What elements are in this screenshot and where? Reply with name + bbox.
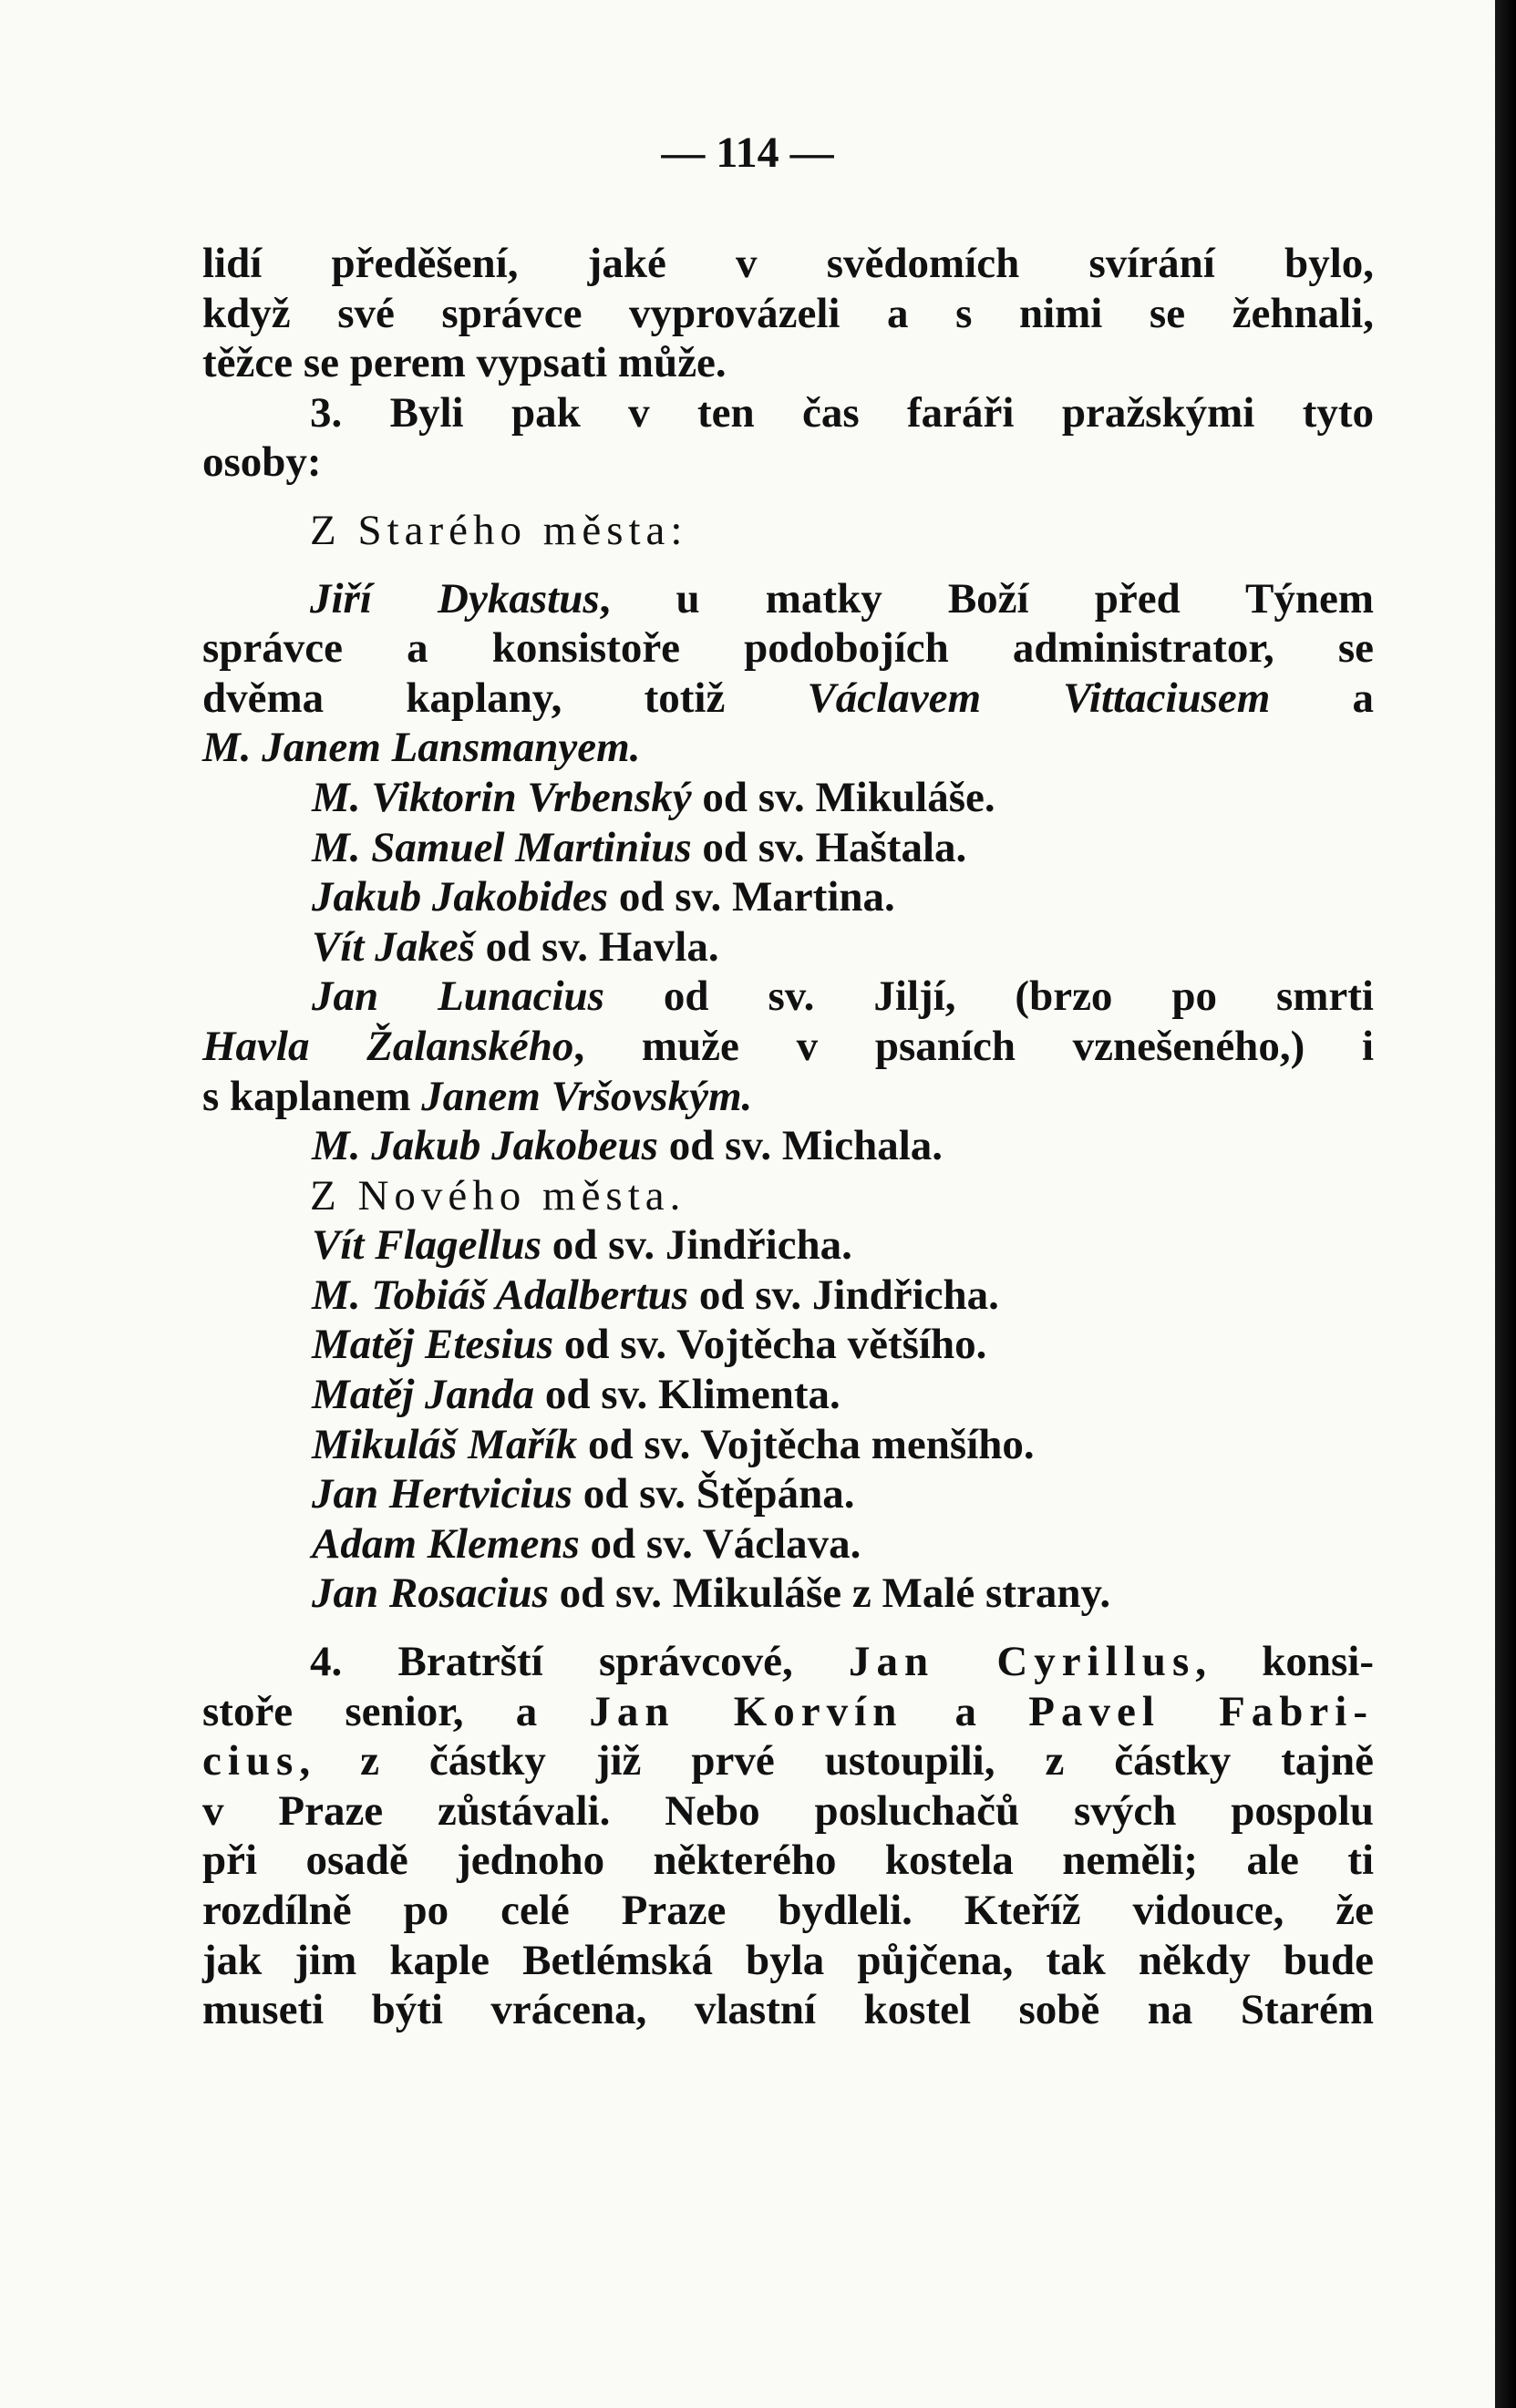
- text-line: těžce se perem vypsati může.: [202, 339, 727, 387]
- person-name: Havla Žalanského: [202, 1022, 574, 1070]
- paragraph-line: při osadě jednoho některého kostela neměli; ale ti: [202, 1837, 1374, 1885]
- scan-dark-edge: [1495, 0, 1516, 2408]
- person-name: Vít Jakeš: [312, 922, 475, 971]
- spaced-name: Jan Korvín: [589, 1687, 903, 1735]
- paragraph-text: , z částky již prvé ustoupili, z částky tajně: [299, 1737, 1374, 1785]
- entry-text: od sv. Michala.: [657, 1122, 944, 1170]
- entry-line: [202, 1271, 1374, 1321]
- person-name: Adam Klemens: [312, 1519, 580, 1568]
- paragraph-line: rozdílně po celé Praze bydleli. Kteříž vidouce, že: [202, 1887, 1374, 1934]
- entry-line: [202, 1121, 1374, 1171]
- entry-text: od sv. Jindřicha.: [688, 1271, 999, 1319]
- entry-line: [202, 773, 1374, 823]
- section-heading-stare-mesto: Z Starého města:: [310, 506, 688, 554]
- entry-text: od sv. Havla.: [474, 922, 719, 971]
- entry-line: [202, 674, 1374, 724]
- person-name: Jan Rosacius: [312, 1569, 549, 1618]
- entry-line: [202, 1220, 1374, 1271]
- text-line: lidí předěšení, jaké v svědomích svírání bylo,: [202, 240, 1374, 287]
- person-name: Vít Flagellus: [312, 1221, 542, 1270]
- text-line: když své správce vyprovázeli a s nimi se žehnali,: [202, 289, 1374, 337]
- paragraph-line: [202, 1687, 1374, 1737]
- entry-line: [202, 872, 1374, 922]
- person-name: M. Samuel Martinius: [312, 823, 692, 871]
- paragraph-text: , konsi-: [1195, 1638, 1375, 1686]
- entry-line: [202, 972, 1374, 1022]
- paragraph-line: [202, 1637, 1374, 1687]
- paragraph-text: 4. Bratrští správcové,: [310, 1638, 849, 1686]
- paragraph-line: museti býti vrácena, vlastní kostel sobě na Starém: [202, 1986, 1374, 2034]
- page-number: — 114 —: [661, 129, 834, 177]
- entry-line: [202, 1072, 1374, 1122]
- entry-line: [202, 574, 1374, 624]
- person-name: Mikuláš Mařík: [312, 1420, 578, 1468]
- person-name: Jakub Jakobides: [312, 873, 609, 921]
- entry-line: [202, 1320, 1374, 1370]
- person-name: M. Jakub Jakobeus: [312, 1122, 658, 1170]
- entry-line: správce a konsistoře podobojích administrator, se: [202, 624, 1374, 673]
- entry-text: od sv. Václava.: [579, 1519, 861, 1568]
- entry-text: od sv. Jiljí, (brzo po smrti: [603, 972, 1374, 1021]
- entry-line: [202, 823, 1374, 873]
- spaced-name: Jan Cyrillus: [848, 1638, 1196, 1686]
- person-name: M. Viktorin Vrbenský: [312, 773, 692, 821]
- paragraph-line: v Praze zůstávali. Nebo posluchačů svých pospolu: [202, 1786, 1374, 1835]
- person-name: Matěj Etesius: [312, 1321, 554, 1369]
- entry-line: [202, 1569, 1374, 1619]
- entry-text: , muže v psaních vznešeného,) i: [573, 1022, 1374, 1070]
- spaced-name: Pavel Fabri-: [1028, 1687, 1374, 1735]
- text-line: 3. Byli pak v ten čas faráři pražskými tyto: [310, 388, 1374, 437]
- entry-text: od sv. Haštala.: [691, 823, 967, 871]
- entry-line: [202, 1022, 1374, 1072]
- paragraph-text: a: [902, 1687, 1029, 1735]
- page-body: [202, 239, 1374, 2035]
- entry-line: [202, 1519, 1374, 1569]
- entry-text: od sv. Mikuláše.: [691, 773, 995, 821]
- person-name: Jan Lunacius: [312, 972, 604, 1021]
- spaced-name: cius: [202, 1737, 300, 1785]
- entry-text: od sv. Vojtěcha menšího.: [577, 1420, 1035, 1468]
- person-name: Jan Hertvicius: [312, 1470, 572, 1518]
- person-name: Matěj Janda: [312, 1371, 535, 1419]
- person-name: M. Tobiáš Adalbertus: [312, 1271, 689, 1319]
- section-heading-nove-mesto: Z Nového města.: [310, 1171, 686, 1219]
- text-line: osoby:: [202, 438, 322, 487]
- paragraph-text: stoře senior, a: [202, 1687, 590, 1735]
- entry-text: s kaplanem: [202, 1072, 422, 1120]
- entry-text: , u matky Boží před Týnem: [599, 574, 1374, 623]
- entry-text: od sv. Mikuláše z Malé strany.: [548, 1569, 1111, 1618]
- paragraph-line: [202, 1736, 1374, 1786]
- entry-line: [202, 1420, 1374, 1470]
- entry-line: [202, 1370, 1374, 1420]
- entry-text: a: [1270, 674, 1375, 722]
- entry-line: [202, 922, 1374, 972]
- paragraph-line: jak jim kaple Betlémská byla půjčena, tak někdy bude: [202, 1936, 1374, 1984]
- entry-text: dvěma kaplany, totiž: [202, 674, 808, 722]
- entry-line: [202, 1469, 1374, 1519]
- entry-text: od sv. Jindřicha.: [541, 1221, 852, 1270]
- entry-text: od sv. Vojtěcha většího.: [553, 1321, 987, 1369]
- entry-text: od sv. Martina.: [608, 873, 895, 921]
- person-name: Václavem Vittaciusem: [807, 674, 1271, 722]
- person-name: Janem Vršovským.: [421, 1072, 753, 1120]
- entry-text: od sv. Klimenta.: [534, 1371, 841, 1419]
- person-name: Jiří Dykastus: [310, 574, 600, 623]
- entry-text: od sv. Štěpána.: [572, 1470, 855, 1518]
- entry-line: [202, 723, 1374, 773]
- person-name: M. Janem Lansmanyem.: [202, 724, 641, 772]
